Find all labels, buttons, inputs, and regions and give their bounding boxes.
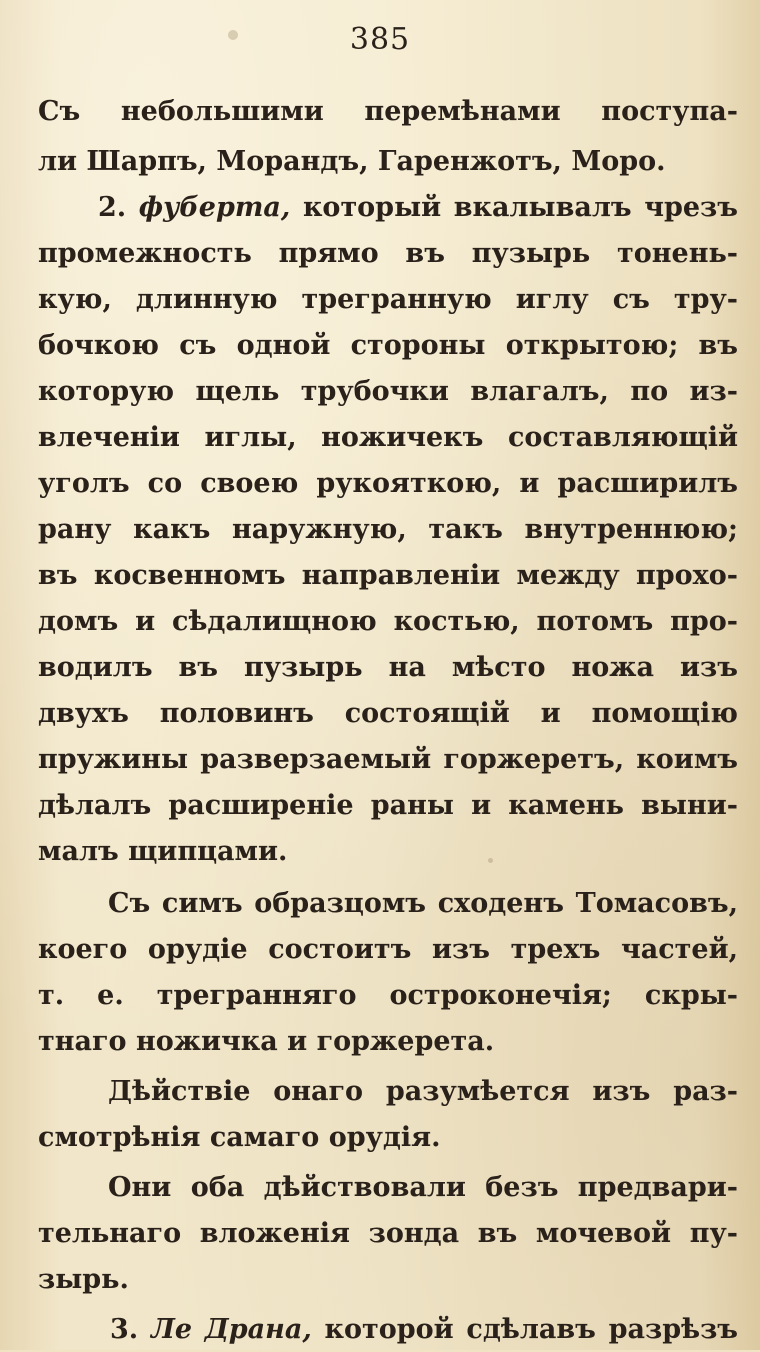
item-number: 2. [98,192,127,223]
text-line: водилъ въ пузырь на мѣсто ножа изъ [38,652,738,683]
text-line: Съ небольшими перемѣнами поступа- [38,96,738,127]
text-line: влеченіи иглы, ножичекъ составляющій [38,422,738,453]
text-line: которую щель трубочки влагалъ, по из- [38,376,738,407]
text-line: пружины разверзаемый горжеретъ, коимъ [38,744,738,775]
text-line: коего орудіе состоитъ изъ трехъ частей, [38,934,738,965]
text-line: тельнаго вложенія зонда въ мочевой пу- [38,1218,738,1249]
text-line: уголъ со своею рукояткою, и расширилъ [38,468,738,499]
text-line: бочкою съ одной стороны открытою; въ [38,330,738,361]
text-line: домъ и сѣдалищною костью, потомъ про- [38,606,738,637]
text-line: Они оба дѣйствовали безъ предвари- [108,1172,738,1203]
page-number: 385 [349,22,411,57]
text-line: рану какъ наружную, такъ внутреннюю; [38,514,738,545]
text-line [110,1308,738,1352]
text-line: зырь. [38,1264,129,1295]
text-line: въ косвенномъ направленіи между прохо- [38,560,738,591]
text-line: кую, длинную трегранную иглу съ тру- [38,284,738,315]
text-line: тнаго ножичка и горжерета. [38,1026,495,1057]
text-line: ли Шарпъ, Морандъ, Гаренжотъ, Моро. [38,146,666,177]
item-number: 3. [110,1314,139,1345]
text-line: Съ симъ образцомъ сходенъ Томасовъ, [108,888,738,919]
text-line: т. е. трегранняго остроконечія; скры- [38,980,738,1011]
text-line: Дѣйствіе онаго разумѣется изъ раз- [108,1076,738,1107]
text-line: дѣлалъ расширеніе раны и камень выни- [38,790,738,821]
text-line [98,186,738,230]
author-name-fuberta: фуберта, [138,192,291,223]
text-fragment: которой сдѣлавъ разрѣзъ [324,1314,738,1345]
text-line: малъ щипцами. [38,836,288,867]
text-line: промежность прямо въ пузырь тонень- [38,238,738,269]
text-line: двухъ половинъ состоящій и помощію [38,698,738,729]
author-name-le-drana: Ле Драна, [150,1314,312,1345]
text-fragment: который вкалывалъ чрезъ [302,192,738,223]
text-line: смотрѣнія самаго орудія. [38,1122,441,1153]
